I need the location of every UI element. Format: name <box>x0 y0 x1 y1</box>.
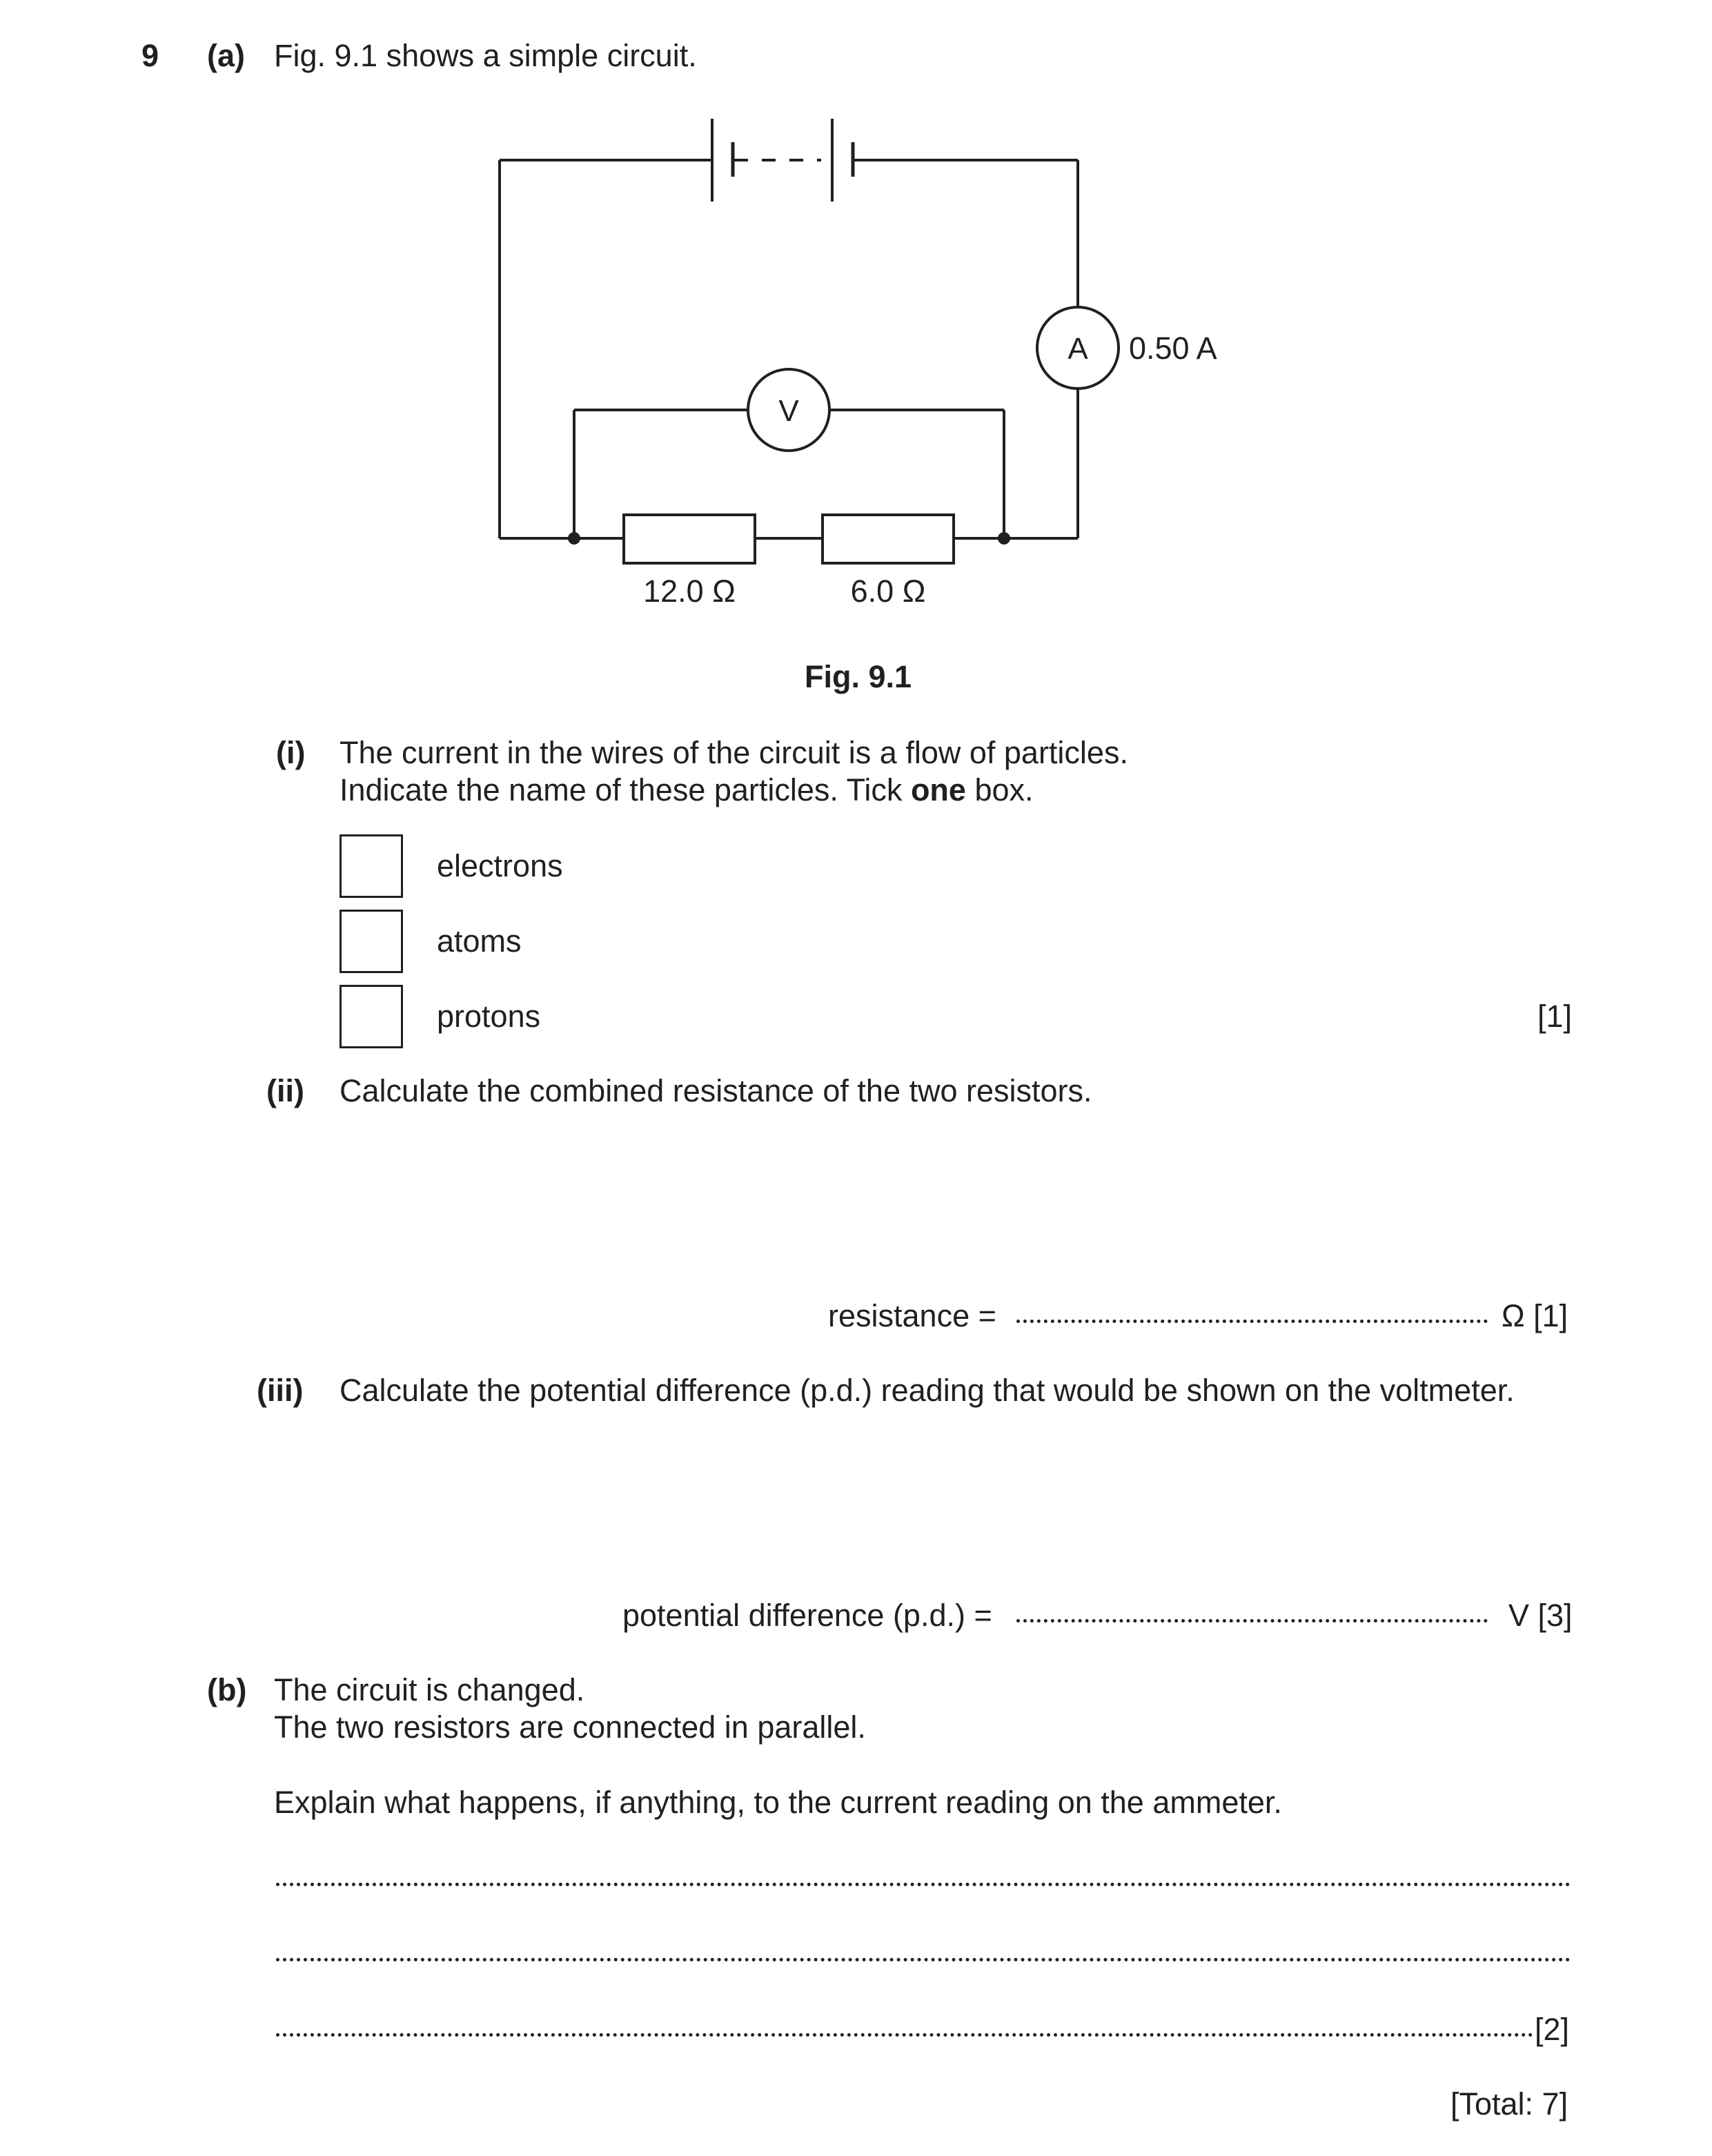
question-number: 9 <box>141 38 159 73</box>
sub-iii-text: Calculate the potential difference (p.d.) reading that would be shown on the voltmeter. <box>340 1373 1515 1408</box>
part-b-line2: The two resistors are connected in parallel. <box>274 1709 866 1745</box>
option-electrons: electrons <box>437 848 563 883</box>
sub-ii-text: Calculate the combined resistance of the two resistors. <box>340 1073 1092 1108</box>
pd-answer-label: potential difference (p.d.) = <box>622 1598 992 1633</box>
total-marks: [Total: 7] <box>1450 2086 1568 2121</box>
circuit-diagram <box>0 0 1712 704</box>
resistor-12-ohm <box>624 515 755 563</box>
figure-caption: Fig. 9.1 <box>805 659 912 694</box>
sub-i-marks: [1] <box>1537 999 1573 1034</box>
ammeter-reading: 0.50 A <box>1129 331 1217 366</box>
part-b-answer-line-1[interactable] <box>276 1883 1571 1886</box>
part-b-label: (b) <box>207 1672 247 1707</box>
sub-i-line1: The current in the wires of the circuit is a flow of particles. <box>340 735 1128 770</box>
resistor-2-label: 6.0 Ω <box>850 574 926 609</box>
resistance-answer-line[interactable] <box>1016 1320 1488 1323</box>
checkbox-atoms[interactable] <box>340 910 403 973</box>
option-protons: protons <box>437 999 541 1034</box>
part-b-answer-line-2[interactable] <box>276 1958 1571 1961</box>
junction-left <box>568 532 580 545</box>
junction-right <box>998 532 1010 545</box>
checkbox-electrons[interactable] <box>340 834 403 898</box>
pd-unit-marks: V [3] <box>1508 1598 1573 1633</box>
part-b-marks: [2] <box>1535 2012 1570 2047</box>
resistance-unit-marks: Ω [1] <box>1502 1298 1568 1333</box>
sub-i-label: (i) <box>276 735 306 770</box>
ammeter-symbol: A <box>1067 332 1088 366</box>
part-a-label: (a) <box>207 38 245 73</box>
voltmeter-symbol: V <box>778 394 799 428</box>
sub-iii-label: (iii) <box>257 1373 304 1408</box>
checkbox-protons[interactable] <box>340 985 403 1048</box>
pd-answer-line[interactable] <box>1016 1619 1488 1623</box>
resistor-1-label: 12.0 Ω <box>643 574 736 609</box>
sub-ii-label: (ii) <box>266 1073 304 1108</box>
resistor-6-ohm <box>823 515 954 563</box>
part-b-line1: The circuit is changed. <box>274 1672 585 1707</box>
part-b-answer-line-3[interactable] <box>276 2033 1533 2037</box>
option-atoms: atoms <box>437 923 522 959</box>
part-b-prompt: Explain what happens, if anything, to the current reading on the ammeter. <box>274 1785 1282 1820</box>
resistance-answer-label: resistance = <box>828 1298 996 1333</box>
part-a-intro: Fig. 9.1 shows a simple circuit. <box>274 38 697 73</box>
sub-i-line2: Indicate the name of these particles. Tick one box. <box>340 772 1034 807</box>
